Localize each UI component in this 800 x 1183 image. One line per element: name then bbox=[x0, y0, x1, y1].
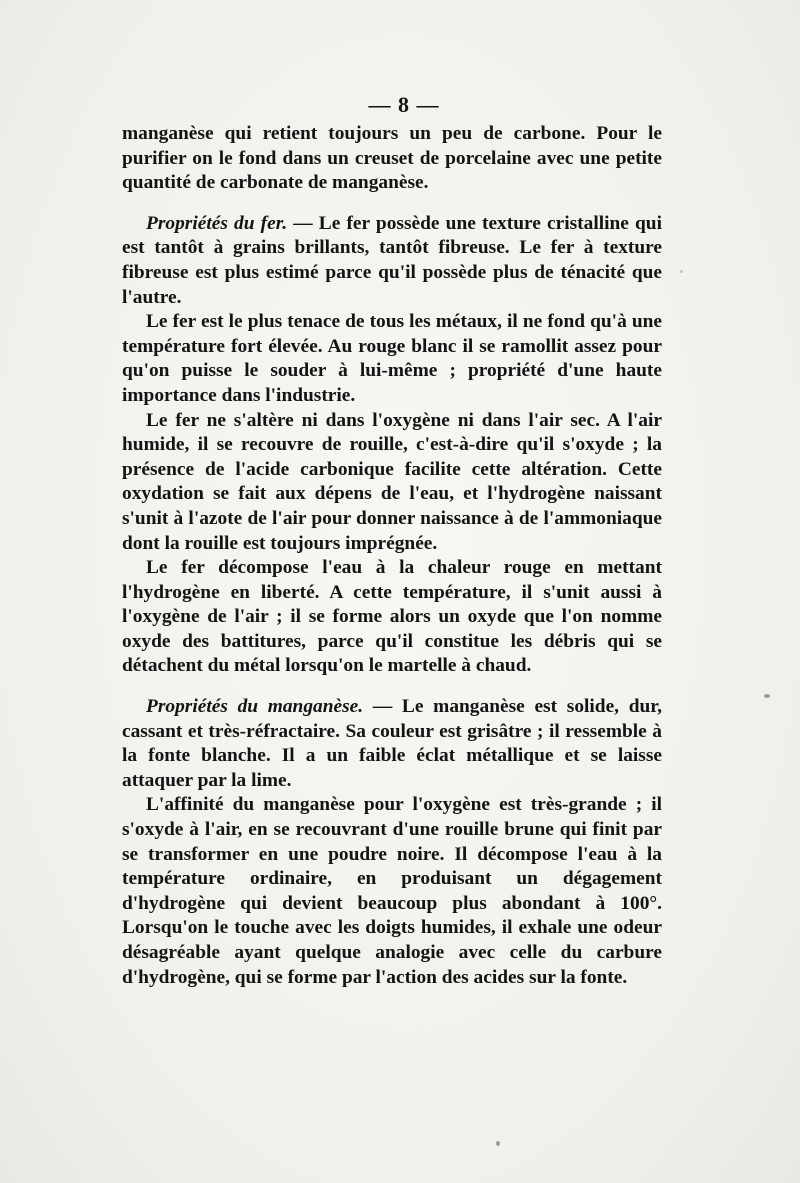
paragraph-iron-tenacity: Le fer est le plus tenace de tous les métaux, il ne fond qu'à une température fort élevée. Au rouge blanc il se ramollit assez pour qu'on puisse le souder à lui-même ; propriété d'une haute importance dans l'industrie. bbox=[122, 311, 662, 406]
paper-speck bbox=[496, 1141, 500, 1146]
section-title-manganese: Propriétés du manganèse. bbox=[146, 696, 364, 718]
paragraph-manganese-affinity: L'affinité du manganèse pour l'oxygène est très-grande ; il s'oxyde à l'air, en se recouvrant d'une rouille brune qui finit par se transformer en une poudre noire. Il décompose l'eau à la température ordinaire, en produisant un dégagement d'hydrogène qui devient beaucoup plus abondant à 100°. Lorsqu'on le touche avec les doigts humides, il exhale une odeur désagréable ayant quelque analogie avec celle du carbure d'hydrogène, qui se forme par l'action des acides sur la fonte. bbox=[122, 794, 662, 988]
paragraph-iron-texture bbox=[122, 212, 662, 310]
manganese-physical-text: — Le manganèse est solide, dur, cassant et très-réfractaire. Sa couleur est grisâtre ; il ressemble à la fonte blanche. Il a un faible éclat métallique et se laisse attaquer par la lime. bbox=[122, 696, 662, 791]
section-iron-properties bbox=[122, 212, 662, 679]
page-body bbox=[122, 122, 662, 990]
section-title-iron: Propriétés du fer. bbox=[146, 212, 288, 234]
paragraph-iron-water: Le fer décompose l'eau à la chaleur rouge en mettant l'hydrogène en liberté. A cette température, il s'unit aussi à l'oxygène de l'air ; il se forme alors un oxyde que l'on nomme oxyde des battitures, parce qu'il constitue les débris qui se détachent du métal lorsqu'on le martelle à chaud. bbox=[122, 557, 662, 677]
section-manganese-properties bbox=[122, 695, 662, 990]
paragraph-iron-oxidation: Le fer ne s'altère ni dans l'oxygène ni dans l'air sec. A l'air humide, il se recouvre de rouille, c'est-à-dire qu'il s'oxyde ; la présence de l'acide carbonique facilite cette altération. Cette oxydation se fait aux dépens de l'eau, et l'hydrogène naissant s'unit à l'azote de l'air pour donner naissance à de l'ammoniaque dont la rouille est toujours imprégnée. bbox=[122, 409, 662, 554]
paragraph-intro: manganèse qui retient toujours un peu de carbone. Pour le purifier on le fond dans un creuset de porcelaine avec une petite quantité de carbonate de manganèse. bbox=[122, 123, 662, 194]
page-number: — 8 — bbox=[368, 92, 440, 117]
paper-speck bbox=[680, 270, 683, 273]
iron-texture-text: — Le fer possède une texture cristalline qui est tantôt à grains brillants, tantôt fibreuse. Le fer à texture fibreuse est plus estimé parce qu'il possède plus de ténacité que l'autre. bbox=[122, 212, 662, 308]
paragraph-manganese-physical bbox=[122, 695, 662, 793]
paper-speck bbox=[764, 694, 770, 698]
